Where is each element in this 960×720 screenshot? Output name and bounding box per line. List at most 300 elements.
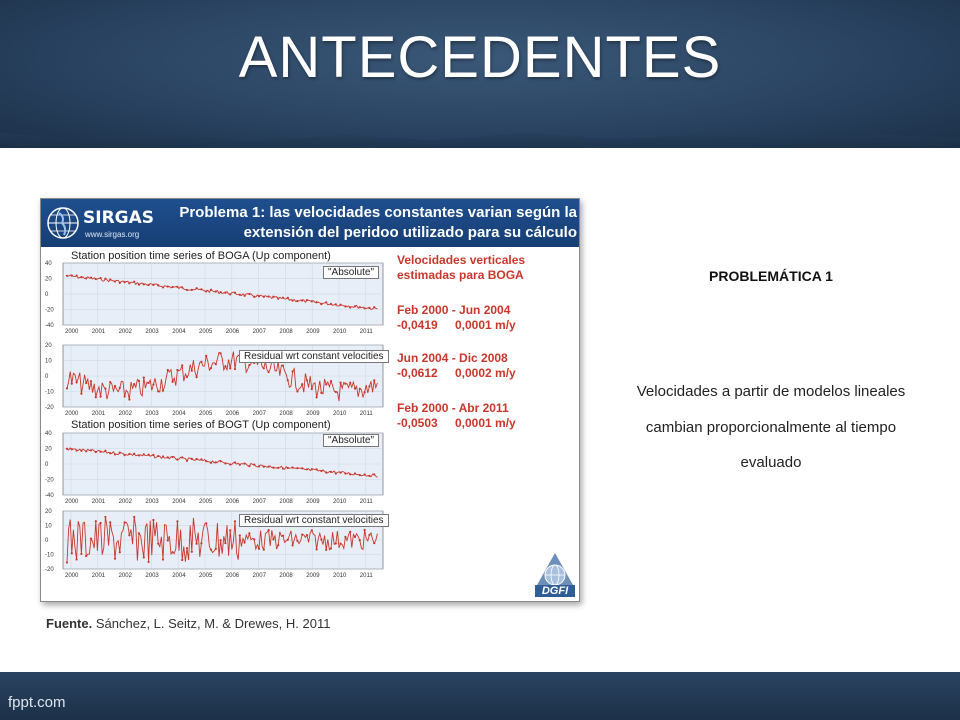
x-tick-label: 2007: [252, 573, 266, 579]
y-tick-label: 10: [45, 358, 52, 365]
series-point: [114, 385, 116, 387]
period-range: Jun 2004 - Dic 2008: [397, 351, 508, 365]
series-point: [282, 467, 284, 469]
series-point: [340, 304, 342, 306]
series-point: [340, 381, 342, 383]
series-point: [325, 549, 327, 551]
series-point: [244, 541, 246, 543]
series-point: [306, 379, 308, 381]
series-point: [100, 277, 102, 279]
x-tick-label: 2002: [118, 499, 132, 505]
series-point: [330, 380, 332, 382]
y-tick-label: -40: [45, 493, 54, 499]
series-point: [368, 385, 370, 387]
series-point: [114, 558, 116, 560]
series-point: [95, 278, 97, 280]
series-point: [128, 453, 130, 455]
series-point: [71, 552, 73, 554]
series-point: [66, 448, 68, 450]
series-point: [148, 454, 150, 456]
series-point: [119, 282, 121, 284]
series-point: [109, 521, 111, 523]
series-point: [359, 474, 361, 476]
x-tick-label: 2010: [333, 411, 347, 417]
series-point: [181, 364, 183, 366]
series-point: [80, 393, 82, 395]
series-point: [167, 285, 169, 287]
series-point: [316, 396, 318, 398]
series-point: [157, 284, 159, 286]
x-tick-label: 2011: [359, 411, 373, 417]
globe-icon: [45, 203, 81, 243]
x-tick-label: 2004: [172, 499, 186, 505]
y-tick-label: 40: [45, 431, 52, 437]
pyramid-globe-icon: [535, 551, 575, 587]
x-tick-label: 2007: [252, 499, 266, 505]
series-point: [90, 380, 92, 382]
series-point: [272, 466, 274, 468]
series-point: [191, 551, 193, 553]
series-point: [85, 277, 87, 279]
series-point: [330, 471, 332, 473]
series-point: [124, 454, 126, 456]
figure-header: [41, 199, 580, 247]
series-point: [364, 529, 366, 531]
series-point: [157, 390, 159, 392]
series-point: [229, 463, 231, 465]
series-point: [340, 472, 342, 474]
series-point: [224, 365, 226, 367]
series-point: [128, 282, 130, 284]
dgfi-logo: [535, 551, 575, 599]
series-point: [296, 467, 298, 469]
series-point: [162, 455, 164, 457]
series-point: [292, 299, 294, 301]
series-point: [162, 558, 164, 560]
series-point: [239, 534, 241, 536]
series-point: [344, 305, 346, 307]
series-point: [373, 542, 375, 544]
series-point: [263, 296, 265, 298]
series-point: [248, 532, 250, 534]
velocity-period-3: [397, 401, 516, 431]
series-point: [191, 289, 193, 291]
series-point: [71, 383, 73, 385]
series-point: [306, 299, 308, 301]
series-point: [311, 300, 313, 302]
series-point: [138, 380, 140, 382]
series-point: [109, 278, 111, 280]
series-point: [330, 303, 332, 305]
series-point: [364, 307, 366, 309]
x-tick-label: 2009: [306, 573, 320, 579]
series-point: [167, 456, 169, 458]
series-point: [124, 521, 126, 523]
series-point: [335, 391, 337, 393]
x-tick-label: 2008: [279, 499, 293, 505]
panel-boga-residual: [41, 339, 393, 419]
series-point: [104, 278, 106, 280]
series-point: [349, 382, 351, 384]
series-point: [330, 547, 332, 549]
series-point: [196, 543, 198, 545]
series-point: [368, 475, 370, 477]
series-point: [90, 276, 92, 278]
x-tick-label: 2004: [172, 411, 186, 417]
series-point: [239, 294, 241, 296]
series-point: [359, 388, 361, 390]
headline-line-1: Problema 1: las velocidades constantes varian según la: [179, 204, 577, 221]
problem-body: Velocidades a partir de modelos lineales cambian proporcionalmente al tiempo evaluado: [636, 383, 906, 471]
series-point: [320, 538, 322, 540]
series-point: [196, 458, 198, 460]
series-point: [138, 454, 140, 456]
x-tick-label: 2010: [333, 499, 347, 505]
series-point: [181, 456, 183, 458]
slide-footer: [0, 672, 960, 720]
x-tick-label: 2000: [65, 499, 79, 505]
series-point: [306, 468, 308, 470]
panel-label: "Absolute": [323, 266, 379, 279]
series-point: [296, 540, 298, 542]
period-range: Feb 2000 - Abr 2011: [397, 401, 509, 415]
series-point: [354, 472, 356, 474]
panel-boga-absolute: [41, 249, 393, 335]
series-point: [277, 298, 279, 300]
series-point: [210, 549, 212, 551]
x-tick-label: 2001: [91, 499, 106, 505]
series-point: [181, 559, 183, 561]
series-point: [90, 449, 92, 451]
series-point: [287, 539, 289, 541]
series-point: [167, 369, 169, 371]
series-point: [248, 364, 250, 366]
y-tick-label: -20: [45, 405, 54, 411]
series-point: [196, 376, 198, 378]
y-tick-label: 40: [45, 261, 52, 267]
series-point: [311, 388, 313, 390]
series-point: [215, 548, 217, 550]
series-point: [176, 520, 178, 522]
series-point: [234, 461, 236, 463]
bogt-absolute-plot: [41, 419, 393, 505]
series-point: [224, 462, 226, 464]
series-point: [133, 453, 135, 455]
x-tick-label: 2006: [225, 411, 240, 417]
series-point: [234, 292, 236, 294]
series-point: [100, 396, 102, 398]
series-point: [229, 529, 231, 531]
series-point: [253, 538, 255, 540]
series-point: [320, 470, 322, 472]
series-point: [176, 286, 178, 288]
series-point: [349, 473, 351, 475]
series-point: [272, 296, 274, 298]
series-point: [263, 466, 265, 468]
series-point: [368, 307, 370, 309]
series-point: [253, 296, 255, 298]
series-point: [157, 455, 159, 457]
sirgas-wordmark: SIRGAS: [83, 208, 155, 228]
velocity-header-line-1: Velocidades verticales: [397, 253, 526, 267]
series-point: [354, 388, 356, 390]
x-tick-label: 2005: [199, 499, 213, 505]
series-point: [205, 460, 207, 462]
series-point: [143, 453, 145, 455]
series-point: [258, 295, 260, 297]
series-point: [143, 556, 145, 558]
panel-bogt-residual: [41, 507, 393, 581]
series-point: [368, 534, 370, 536]
slide-header: [0, 0, 960, 148]
series-point: [200, 458, 202, 460]
source-text: Sánchez, L. Seitz, M. & Drewes, H. 2011: [95, 616, 331, 631]
series-point: [95, 451, 97, 453]
series-point: [172, 381, 174, 383]
series-point: [287, 379, 289, 381]
y-tick-label: 20: [45, 446, 52, 453]
dgfi-label: DGFI: [535, 585, 575, 597]
sirgas-url: www.sirgas.org: [85, 230, 140, 239]
series-point: [234, 368, 236, 370]
series-point: [296, 300, 298, 302]
footer-brand: fppt.com: [8, 694, 66, 711]
x-tick-label: 2009: [306, 499, 320, 505]
x-tick-label: 2009: [306, 329, 320, 335]
series-point: [186, 289, 188, 291]
x-tick-label: 2001: [91, 411, 106, 417]
sirgas-logo: [45, 203, 163, 243]
y-tick-label: -40: [45, 323, 54, 329]
series-point: [205, 355, 207, 357]
x-tick-label: 2003: [145, 411, 159, 417]
series-point: [133, 516, 135, 518]
series-point: [253, 464, 255, 466]
x-tick-label: 2011: [359, 329, 373, 335]
y-tick-label: 0: [45, 462, 49, 468]
x-tick-label: 2011: [359, 573, 373, 579]
series-point: [316, 468, 318, 470]
series-point: [191, 370, 193, 372]
series-point: [85, 450, 87, 452]
period-velocity: -0,0612: [397, 366, 438, 380]
series-point: [335, 472, 337, 474]
series-point: [373, 473, 375, 475]
series-point: [292, 466, 294, 468]
series-point: [114, 453, 116, 455]
velocity-period-1: [397, 303, 516, 333]
series-point: [306, 534, 308, 536]
y-tick-label: -20: [45, 477, 54, 484]
x-tick-label: 2005: [199, 329, 213, 335]
x-tick-label: 2002: [118, 329, 132, 335]
series-point: [224, 542, 226, 544]
series-point: [167, 539, 169, 541]
y-tick-label: -10: [45, 389, 54, 396]
panel-label: Residual wrt constant velocities: [239, 514, 389, 527]
series-point: [143, 283, 145, 285]
series-point: [320, 303, 322, 305]
series-point: [109, 381, 111, 383]
period-sigma: 0,0002 m/y: [455, 366, 516, 380]
series-point: [210, 367, 212, 369]
series-point: [364, 391, 366, 393]
series-point: [359, 539, 361, 541]
x-tick-label: 2000: [65, 411, 79, 417]
series-point: [287, 297, 289, 299]
series-point: [340, 543, 342, 545]
series-point: [244, 295, 246, 297]
series-point: [205, 522, 207, 524]
period-sigma: 0,0001 m/y: [455, 318, 516, 332]
series-point: [287, 467, 289, 469]
series-point: [373, 306, 375, 308]
x-tick-label: 2007: [252, 329, 266, 335]
series-point: [359, 306, 361, 308]
series-point: [138, 532, 140, 534]
series-point: [162, 390, 164, 392]
series-point: [66, 275, 68, 277]
x-tick-label: 2008: [279, 573, 293, 579]
series-point: [215, 461, 217, 463]
panel-label: Residual wrt constant velocities: [239, 350, 389, 363]
y-tick-label: -20: [45, 567, 54, 573]
series-point: [119, 387, 121, 389]
series-point: [85, 382, 87, 384]
y-tick-label: 20: [45, 509, 52, 515]
y-tick-label: 0: [45, 374, 49, 380]
series-point: [316, 301, 318, 303]
x-tick-label: 2000: [65, 329, 79, 335]
series-point: [301, 534, 303, 536]
series-point: [152, 519, 154, 521]
series-point: [186, 547, 188, 549]
series-point: [152, 383, 154, 385]
series-point: [282, 297, 284, 299]
series-point: [344, 536, 346, 538]
series-point: [311, 468, 313, 470]
x-tick-label: 2008: [279, 411, 293, 417]
series-point: [349, 531, 351, 533]
y-tick-label: 0: [45, 292, 49, 298]
series-point: [109, 452, 111, 454]
series-point: [220, 460, 222, 462]
period-range: Feb 2000 - Jun 2004: [397, 303, 511, 317]
x-tick-label: 2004: [172, 329, 186, 335]
series-point: [301, 299, 303, 301]
series-point: [186, 376, 188, 378]
series-point: [162, 286, 164, 288]
x-tick-label: 2006: [225, 499, 240, 505]
series-point: [296, 390, 298, 392]
series-point: [301, 467, 303, 469]
series-point: [200, 361, 202, 363]
series-point: [66, 387, 68, 389]
problem-title: PROBLEMÁTICA 1: [709, 268, 833, 284]
series-point: [373, 379, 375, 381]
series-point: [268, 466, 270, 468]
x-tick-label: 2002: [118, 411, 132, 417]
series-point: [325, 471, 327, 473]
headline-line-2: extensión del peridoo utilizado para su cálculo: [243, 224, 577, 241]
series-point: [220, 539, 222, 541]
series-point: [215, 363, 217, 365]
x-tick-label: 2001: [91, 573, 106, 579]
x-tick-label: 2009: [306, 411, 320, 417]
y-tick-label: -20: [45, 307, 54, 314]
series-point: [220, 352, 222, 354]
series-point: [196, 287, 198, 289]
series-point: [181, 286, 183, 288]
source-label: Fuente.: [46, 616, 93, 631]
series-point: [104, 450, 106, 452]
series-point: [95, 520, 97, 522]
series-point: [148, 561, 150, 563]
series-point: [133, 281, 135, 283]
series-point: [186, 460, 188, 462]
series-point: [66, 561, 68, 563]
series-point: [104, 516, 106, 518]
panel-title: Station position time series of BOGT (Up component): [71, 419, 331, 431]
series-point: [268, 529, 270, 531]
x-tick-label: 2002: [118, 573, 132, 579]
period-sigma: 0,0001 m/y: [455, 416, 516, 430]
x-tick-label: 2005: [199, 573, 213, 579]
series-point: [143, 377, 145, 379]
series-point: [80, 553, 82, 555]
series-point: [272, 538, 274, 540]
series-point: [172, 551, 174, 553]
series-point: [220, 291, 222, 293]
series-point: [335, 303, 337, 305]
series-point: [234, 520, 236, 522]
series-point: [292, 370, 294, 372]
series-point: [85, 555, 87, 557]
series-point: [76, 274, 78, 276]
series-point: [157, 543, 159, 545]
series-point: [268, 371, 270, 373]
series-point: [95, 396, 97, 398]
series-point: [364, 473, 366, 475]
series-point: [349, 306, 351, 308]
series-point: [301, 383, 303, 385]
x-tick-label: 2003: [145, 499, 159, 505]
slide-title: ANTECEDENTES: [238, 25, 722, 90]
series-point: [282, 364, 284, 366]
series-point: [76, 558, 78, 560]
series-point: [210, 462, 212, 464]
y-tick-label: 20: [45, 343, 52, 349]
series-point: [152, 284, 154, 286]
panel-title: Station position time series of BOGA (Up component): [71, 250, 331, 262]
series-point: [128, 534, 130, 536]
x-tick-label: 2001: [91, 329, 106, 335]
series-point: [263, 367, 265, 369]
series-point: [335, 542, 337, 544]
series-point: [133, 383, 135, 385]
series-point: [268, 295, 270, 297]
series-point: [200, 288, 202, 290]
velocity-period-2: [397, 351, 516, 381]
series-point: [104, 388, 106, 390]
series-point: [316, 548, 318, 550]
series-point: [148, 382, 150, 384]
series-point: [80, 450, 82, 452]
series-point: [325, 383, 327, 385]
series-point: [176, 369, 178, 371]
series-point: [229, 367, 231, 369]
series-point: [344, 383, 346, 385]
